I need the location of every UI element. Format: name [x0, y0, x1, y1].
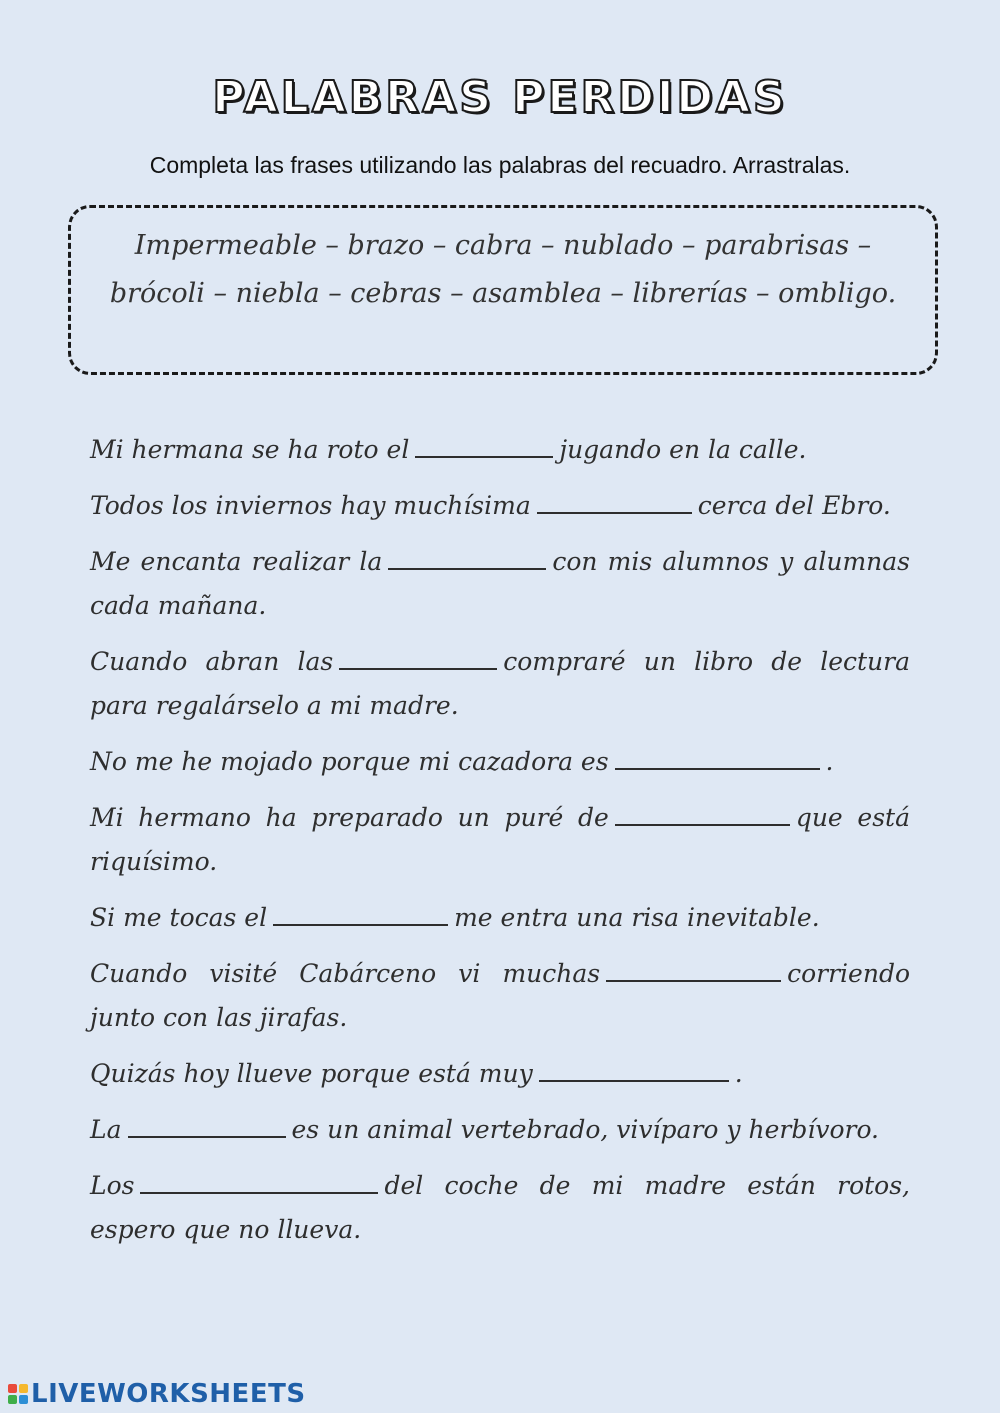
sentence-after: .: [825, 747, 834, 776]
sentence-before: Los: [90, 1171, 135, 1200]
sentence-after: corriendo junto con las jirafas.: [90, 959, 910, 1032]
sentence: [90, 1164, 910, 1252]
sentence-after: con mis alumnos y alumnas cada mañana.: [90, 547, 910, 620]
word-bank-box: [68, 205, 938, 375]
sentence-before: Me encanta realizar la: [90, 547, 383, 576]
sentence: [90, 484, 910, 528]
sentence-after: me entra una risa inevitable.: [454, 903, 820, 932]
sentence: [90, 896, 910, 940]
answer-blank[interactable]: [339, 640, 497, 670]
sentence: [90, 1052, 910, 1096]
sentence: [90, 428, 910, 472]
sentence-after: del coche de mi madre están rotos, espero que no llueva.: [90, 1171, 910, 1244]
sentence-list: [90, 428, 910, 1264]
answer-blank[interactable]: [388, 540, 546, 570]
sentence: [90, 640, 910, 728]
sentence-before: No me he mojado porque mi cazadora es: [90, 747, 609, 776]
sentence-after: jugando en la calle.: [559, 435, 807, 464]
page-title: PALABRAS PERDIDAS: [212, 72, 788, 123]
sentence: [90, 796, 910, 884]
sentence-before: Cuando abran las: [90, 647, 334, 676]
sentence: [90, 952, 910, 1040]
answer-blank[interactable]: [537, 484, 692, 514]
answer-blank[interactable]: [128, 1108, 286, 1138]
sentence-before: Quizás hoy llueve porque está muy: [90, 1059, 533, 1088]
logo-grid-icon: [8, 1384, 28, 1404]
answer-blank[interactable]: [615, 796, 790, 826]
sentence-before: La: [90, 1115, 122, 1144]
liveworksheets-logo[interactable]: [8, 1379, 306, 1409]
answer-blank[interactable]: [615, 740, 820, 770]
answer-blank[interactable]: [140, 1164, 378, 1194]
sentence-before: Cuando visité Cabárceno vi muchas: [90, 959, 601, 988]
answer-blank[interactable]: [606, 952, 781, 982]
sentence-after: compraré un libro de lectura para regalárselo a mi madre.: [90, 647, 910, 720]
sentence-after: es un animal vertebrado, vivíparo y herbívoro.: [291, 1115, 880, 1144]
answer-blank[interactable]: [415, 428, 553, 458]
sentence: [90, 740, 910, 784]
sentence-after: .: [734, 1059, 743, 1088]
sentence-after: que está riquísimo.: [90, 803, 911, 876]
word-bank-text: Impermeable – brazo – cabra – nublado – parabrisas – brócoli – niebla – cebras – asamblea – librerías – ombligo.: [109, 230, 897, 309]
sentence: [90, 540, 910, 628]
answer-blank[interactable]: [273, 896, 448, 926]
answer-blank[interactable]: [539, 1052, 729, 1082]
sentence-before: Todos los inviernos hay muchísima: [90, 491, 531, 520]
sentence-before: Mi hermano ha preparado un puré de: [90, 803, 609, 832]
sentence-before: Mi hermana se ha roto el: [90, 435, 410, 464]
sentence-after: cerca del Ebro.: [697, 491, 891, 520]
brand-name: LIVEWORKSHEETS: [31, 1379, 306, 1409]
instructions: Completa las frases utilizando las palabras del recuadro. Arrastralas.: [149, 152, 851, 178]
sentence-before: Si me tocas el: [90, 903, 268, 932]
sentence: [90, 1108, 910, 1152]
